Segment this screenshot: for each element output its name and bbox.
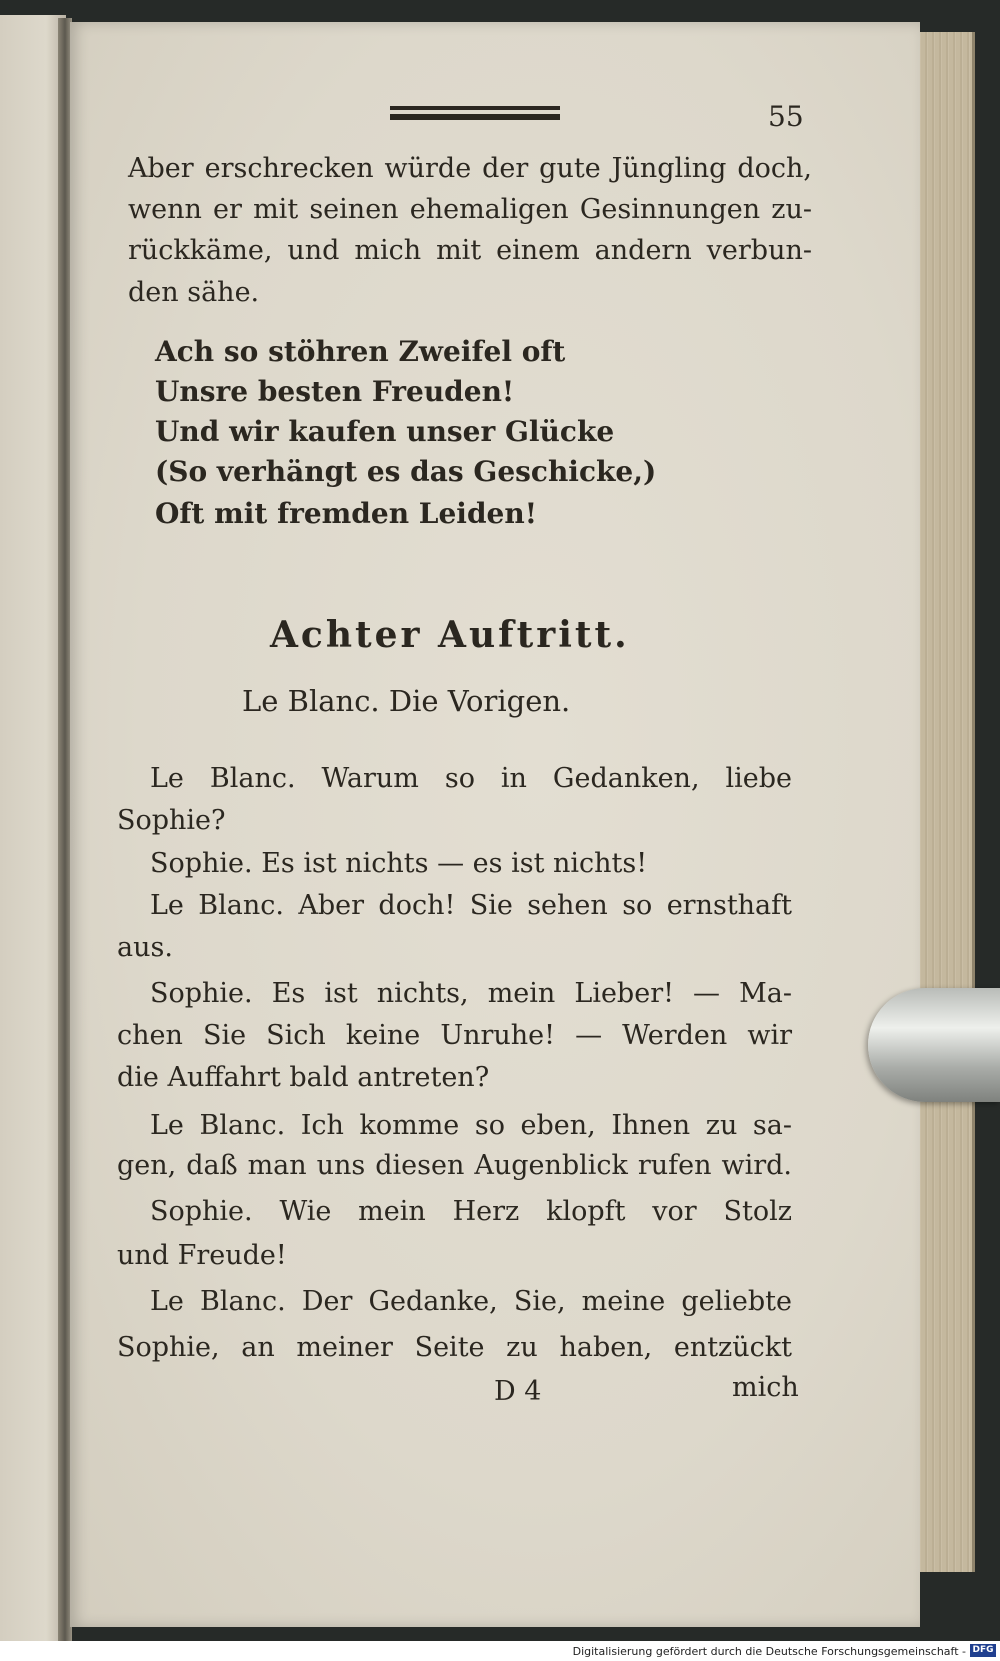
dialogue-line: Sophie? (117, 805, 226, 836)
dialogue-line: aus. (117, 932, 173, 963)
page-holder-clip (868, 988, 1000, 1102)
dialogue-line: gen, daß man uns diesen Augenblick rufen wird. (117, 1150, 792, 1181)
dialogue-line: Le Blanc. Warum so in Gedanken, liebe (150, 763, 792, 794)
dialogue-line: Le Blanc. Aber doch! Sie sehen so ernsthaft (150, 890, 792, 921)
dialogue-line: Sophie, an meiner Seite zu haben, entzückt (117, 1332, 792, 1363)
scene-heading: Achter Auftritt. (270, 614, 630, 656)
paragraph-line: wenn er mit seinen ehemaligen Gesinnungen zu- (128, 194, 812, 225)
verse-line: Oft mit fremden Leiden! (155, 497, 537, 530)
paragraph-line: rückkäme, und mich mit einem andern verbun- (128, 235, 812, 266)
digitization-credit: Digitalisierung gefördert durch die Deutsche Forschungsgemeinschaft - (572, 1645, 966, 1658)
dialogue-line: Le Blanc. Ich komme so eben, Ihnen zu sa- (150, 1110, 792, 1141)
dialogue-line: chen Sie Sich keine Unruhe! — Werden wir (117, 1020, 792, 1051)
dialogue-line: Sophie. Wie mein Herz klopft vor Stolz (150, 1196, 792, 1227)
page-number: 55 (768, 100, 804, 133)
verse-line: (So verhängt es das Geschicke,) (155, 455, 657, 488)
signature-mark: D 4 (494, 1376, 542, 1407)
digitization-credit-bar (0, 1641, 1000, 1661)
verse-line: Ach so stöhren Zweifel oft (155, 335, 566, 368)
dfg-logo: DFG (970, 1644, 996, 1657)
dialogue-line: Le Blanc. Der Gedanke, Sie, meine geliebte (150, 1286, 792, 1317)
left-page-edge (0, 15, 66, 1645)
header-rule (390, 106, 560, 120)
verse-line: Und wir kaufen unser Glücke (155, 415, 615, 448)
verse-line: Unsre besten Freuden! (155, 375, 515, 408)
paragraph-line: den sähe. (128, 277, 260, 308)
dialogue-line: Sophie. Es ist nichts, mein Lieber! — Ma- (150, 978, 792, 1009)
dialogue-line: die Auffahrt bald antreten? (117, 1062, 490, 1093)
paragraph-line: Aber erschrecken würde der gute Jüngling doch, (128, 153, 812, 184)
scene-characters: Le Blanc. Die Vorigen. (242, 684, 571, 718)
dialogue-line: Sophie. Es ist nichts — es ist nichts! (150, 848, 648, 879)
catchword: mich (732, 1372, 799, 1403)
dialogue-line: und Freude! (117, 1240, 287, 1271)
